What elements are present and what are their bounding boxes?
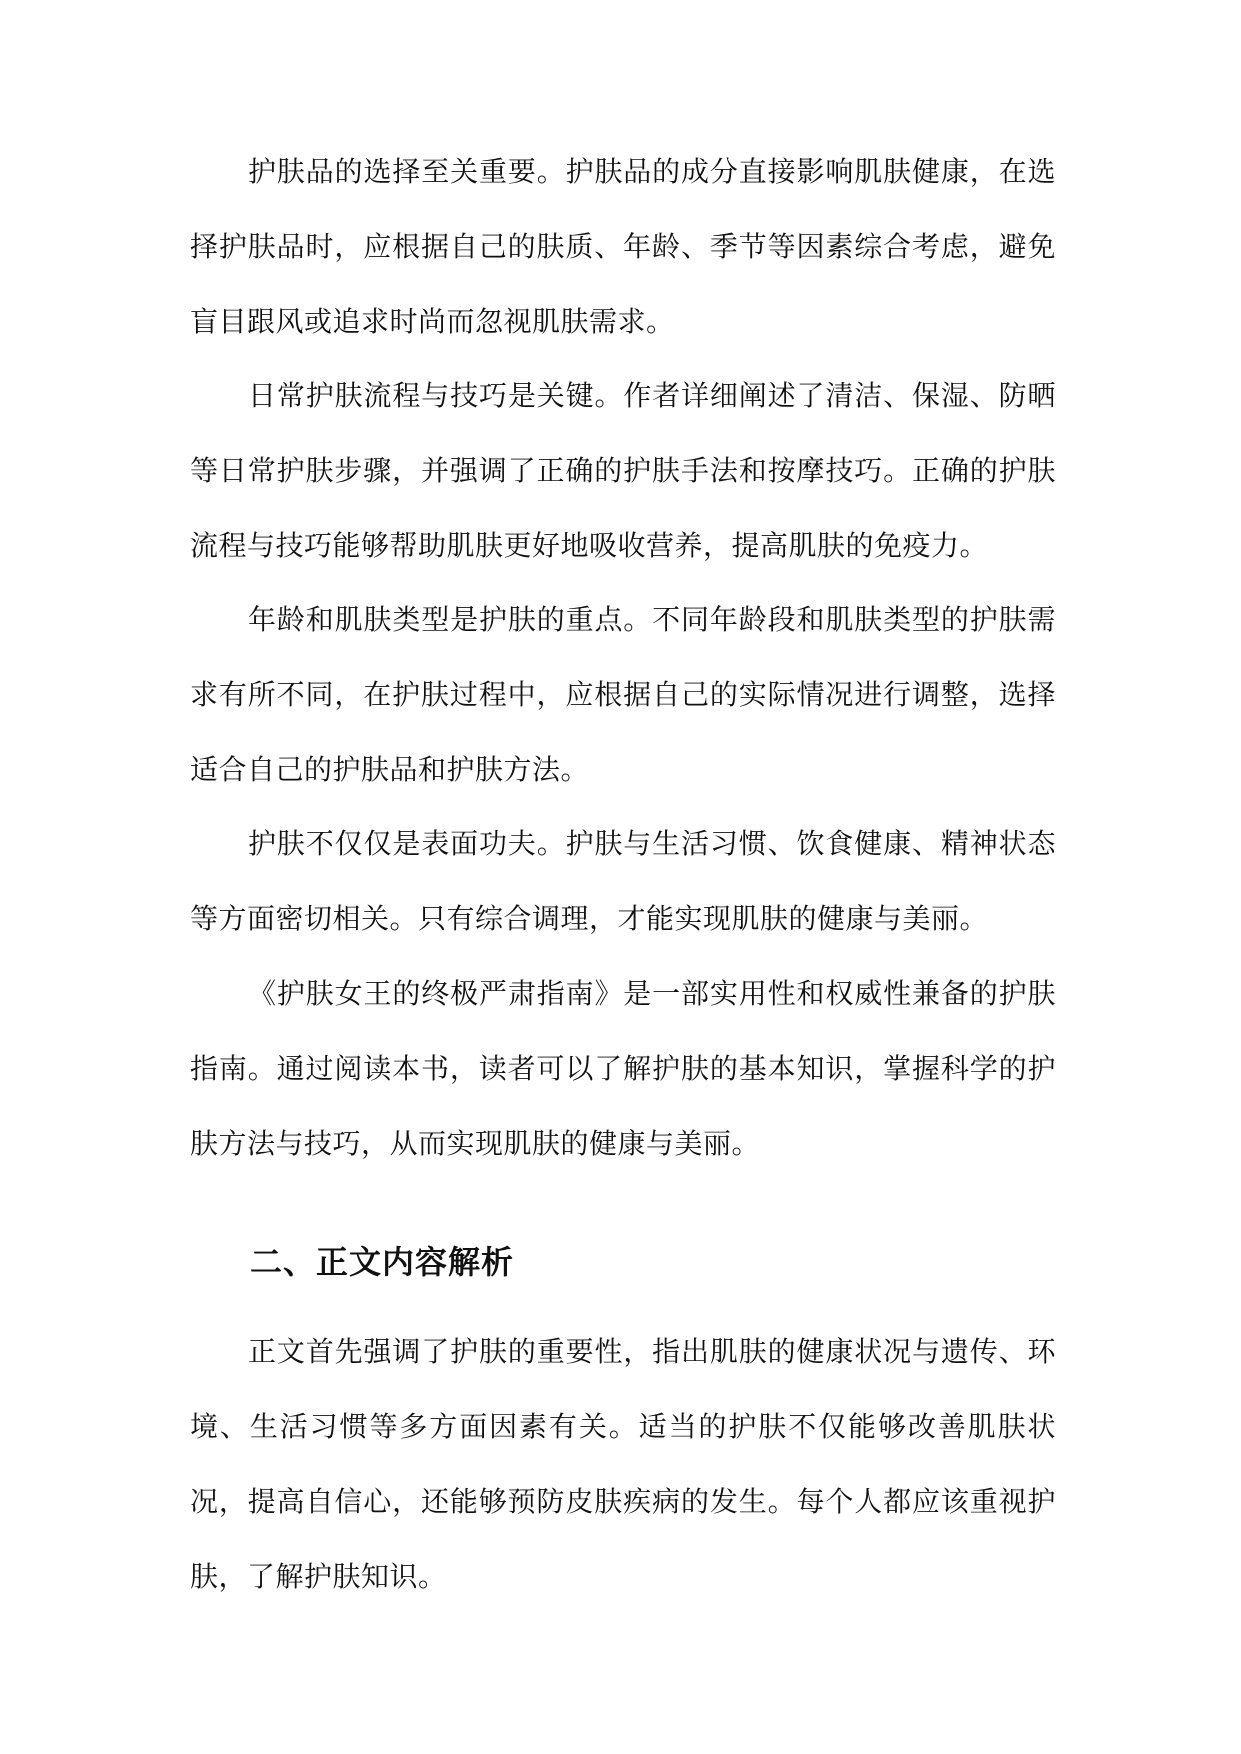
paragraph-age-skin-type: 年龄和肌肤类型是护肤的重点。不同年龄段和肌肤类型的护肤需求有所不同，在护肤过程中，应根据自己的实际情况进行调整，选择适合自己的护肤品和护肤方法。: [190, 603, 1056, 786]
section-heading: 二、正文内容解析: [250, 1243, 515, 1281]
paragraph-beyond-surface: 护肤不仅仅是表面功夫。护肤与生活习惯、饮食健康、精神状态等方面密切相关。只有综合调理，才能实现肌肤的健康与美丽。: [190, 827, 1056, 935]
paragraph-skincare-selection: 护肤品的选择至关重要。护肤品的成分直接影响肌肤健康，在选择护肤品时，应根据自己的肤质、年龄、季节等因素综合考虑，避免盲目跟风或追求时尚而忽视肌肤需求。: [190, 155, 1056, 338]
paragraph-main-content: 正文首先强调了护肤的重要性，指出肌肤的健康状况与遗传、环境、生活习惯等多方面因素有关。适当的护肤不仅能够改善肌肤状况，提高自信心，还能够预防皮肤疾病的发生。每个人都应该重视护肤，了解护肤知识。: [190, 1335, 1056, 1593]
paragraph-book-summary: 《护肤女王的终极严肃指南》是一部实用性和权威性兼备的护肤指南。通过阅读本书，读者可以了解护肤的基本知识，掌握科学的护肤方法与技巧，从而实现肌肤的健康与美丽。: [190, 977, 1056, 1160]
paragraph-daily-routine: 日常护肤流程与技巧是关键。作者详细阐述了清洁、保湿、防晒等日常护肤步骤，并强调了正确的护肤手法和按摩技巧。正确的护肤流程与技巧能够帮助肌肤更好地吸收营养，提高肌肤的免疫力。: [190, 379, 1056, 562]
